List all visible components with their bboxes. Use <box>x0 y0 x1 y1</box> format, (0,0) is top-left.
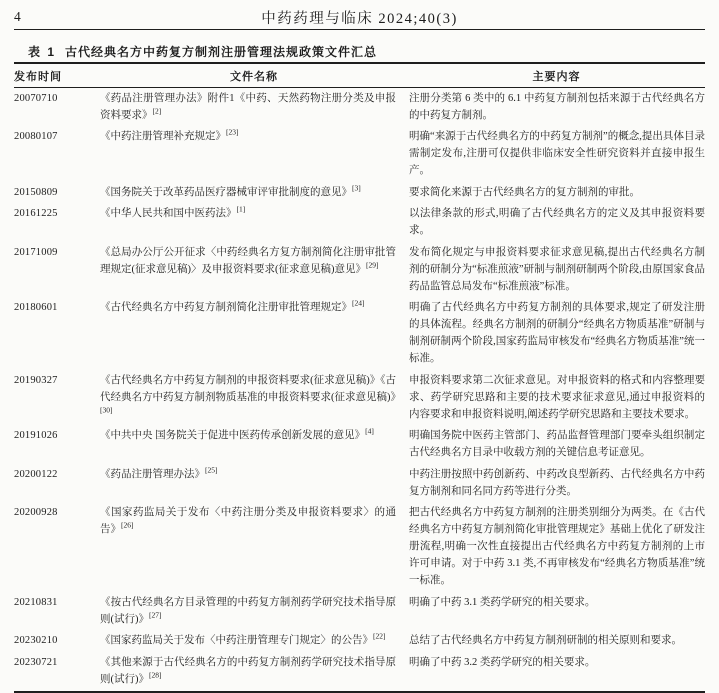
citation-ref: [4] <box>365 426 374 436</box>
cell-publish-date: 20070710 <box>14 92 58 104</box>
citation-ref: [29] <box>366 260 379 269</box>
cell-file-name: 《国务院关于改革药品医疗器械审评审批制度的意见》[3] <box>100 183 361 198</box>
cell-file-name: 《国家药监局关于发布〈中药注册分类及申报资料要求〉的通告》[26] <box>100 507 396 535</box>
citation-ref: [26] <box>121 520 134 530</box>
cell-file-name: 《国家药监局关于发布〈中药注册管理专门规定〉的公告》[22] <box>100 631 386 646</box>
journal-title: 中药药理与临床 2024;40(3) <box>261 11 458 27</box>
cell-file-name: 《总局办公厅公开征求〈中药经典名方复方制剂简化注册审批管理规定(征求意见稿)〉及申报资料要求(征求意见稿)意见》[29] <box>100 246 396 275</box>
table-row <box>14 503 705 593</box>
cell-publish-date: 20191026 <box>14 430 58 441</box>
col-header-publish-date: 发布时间 <box>14 63 100 88</box>
cell-publish-date: 20230721 <box>14 656 58 668</box>
table-row <box>14 631 705 653</box>
cell-main-content: 明确了中药 3.2 类药学研究的相关要求。 <box>409 656 596 668</box>
cell-file-name: 《古代经典名方中药复方制剂简化注册审批管理规定》[24] <box>100 298 365 313</box>
cell-publish-date: 20210831 <box>14 596 58 608</box>
table-row <box>14 127 705 183</box>
table-body <box>14 88 705 692</box>
cell-publish-date: 20180601 <box>14 302 58 313</box>
cell-main-content: 以法律条款的形式,明确了古代经典名方的定义及其申报资料要求。 <box>409 208 705 236</box>
cell-file-name: 《按古代经典名方目录管理的中药复方制剂药学研究技术指导原则(试行)》[27] <box>100 596 396 625</box>
cell-main-content: 申报资料要求第二次征求意见。对申报资料的格式和内容整理要求、药学研究思路和主要的技术要求征求意见,通过申报资料的内容要求和申报资料说明,阐述药学研究思路和主要技术要求。 <box>409 374 705 420</box>
cell-file-name: 《药品注册管理办法》附件1《中药、天然药物注册分类及申报资料要求》[2] <box>100 92 396 121</box>
cell-file-name: 《药品注册管理办法》[25] <box>100 465 218 480</box>
table-caption-label: 表 1 <box>28 45 57 59</box>
table-row <box>14 370 705 426</box>
citation-ref: [24] <box>352 298 365 308</box>
header-row <box>14 63 705 88</box>
citation-ref: [1] <box>236 204 246 214</box>
citation-ref: [22] <box>373 631 386 641</box>
table-row <box>14 592 705 631</box>
page-number: 4 <box>14 9 21 24</box>
cell-publish-date: 20171009 <box>14 246 58 258</box>
table-row <box>14 426 705 465</box>
cell-main-content: 明确国务院中医药主管部门、药品监督管理部门要牵头组织制定古代经典名方目录中收载方剂的关键信息考证意见。 <box>409 430 705 458</box>
header-rule <box>14 29 705 30</box>
cell-main-content: 把古代经典名方中药复方制剂的注册类别细分为两类。在《古代经典名方中药复方制剂简化审批管理规定》基础上优化了研发注册流程,明确一次性直接提出古代经典名方中药复方制剂的上市许可申请。对于中药 3.1 类,不再审核发布“经典名方物质基准”统一标准。 <box>409 507 705 586</box>
table-row <box>14 182 705 204</box>
citation-ref: [2] <box>152 106 162 115</box>
cell-main-content: 注册分类第 6 类中的 6.1 中药复方制剂包括来源于古代经典名方的中药复方制剂。 <box>409 92 705 121</box>
cell-main-content: 明确了中药 3.1 类药学研究的相关要求。 <box>409 596 596 608</box>
citation-ref: [30] <box>100 405 113 414</box>
citation-ref: [23] <box>226 127 239 137</box>
cell-main-content: 明确“来源于古代经典名方的中药复方制剂”的概念,提出具体目录需制定发布,注册可仅提供非临床安全性研究资料并直接申报生产。 <box>409 131 705 176</box>
table-row <box>14 204 705 243</box>
table-row <box>14 298 705 371</box>
cell-file-name: 《中共中央 国务院关于促进中医药传承创新发展的意见》[4] <box>100 426 374 441</box>
cell-file-name: 《中华人民共和国中医药法》[1] <box>100 204 246 219</box>
table-row <box>14 464 705 503</box>
table-row <box>14 88 705 127</box>
cell-file-name: 《其他来源于古代经典名方的中药复方制剂药学研究技术指导原则(试行)》[28] <box>100 656 396 685</box>
cell-publish-date: 20230210 <box>14 635 58 646</box>
citation-ref: [28] <box>149 670 162 679</box>
cell-main-content: 中药注册按照中药创新药、中药改良型新药、古代经典名方中药复方制剂和同名同方药等进行分类。 <box>409 468 705 497</box>
table-head <box>14 63 705 88</box>
citation-ref: [27] <box>149 610 162 619</box>
citation-ref: [3] <box>352 183 361 192</box>
cell-publish-date: 20190327 <box>14 374 58 386</box>
cell-publish-date: 20161225 <box>14 208 58 219</box>
policy-table <box>14 62 705 693</box>
col-header-main-content: 主要内容 <box>408 63 705 88</box>
cell-main-content: 要求简化来源于古代经典名方的复方制剂的审批。 <box>409 186 640 198</box>
table-row <box>14 652 705 692</box>
citation-ref: [25] <box>205 465 218 474</box>
cell-main-content: 总结了古代经典名方中药复方制剂研制的相关原则和要求。 <box>409 635 682 646</box>
page-header <box>14 6 705 28</box>
col-header-file-name: 文件名称 <box>100 63 408 88</box>
cell-publish-date: 20200122 <box>14 468 58 480</box>
cell-main-content: 明确了古代经典名方中药复方制剂的具体要求,规定了研发注册的具体流程。经典名方制剂的研制分“经典名方物质基准”研制与制剂研制两个阶段,国家药监局审核发布“经典名方物质基准”统一标准。 <box>409 302 705 364</box>
cell-file-name: 《中药注册管理补充规定》[23] <box>100 127 239 142</box>
table-caption <box>28 43 377 60</box>
table-row <box>14 242 705 298</box>
cell-publish-date: 20150809 <box>14 186 58 198</box>
cell-publish-date: 20080107 <box>14 131 58 142</box>
cell-publish-date: 20200928 <box>14 507 58 518</box>
table-caption-text: 古代经典名方中药复方制剂注册管理法规政策文件汇总 <box>65 45 378 59</box>
cell-main-content: 发布简化规定与申报资料要求征求意见稿,提出古代经典名方制剂的研制分为“标准煎液”研制与制剂研制两个阶段,由原国家食品药品监管总局发布“标准煎液”标准。 <box>409 246 705 292</box>
cell-file-name: 《古代经典名方中药复方制剂的申报资料要求(征求意见稿)》《古代经典名方中药复方制剂物质基准的申报资料要求(征求意见稿)》[30] <box>100 374 401 414</box>
